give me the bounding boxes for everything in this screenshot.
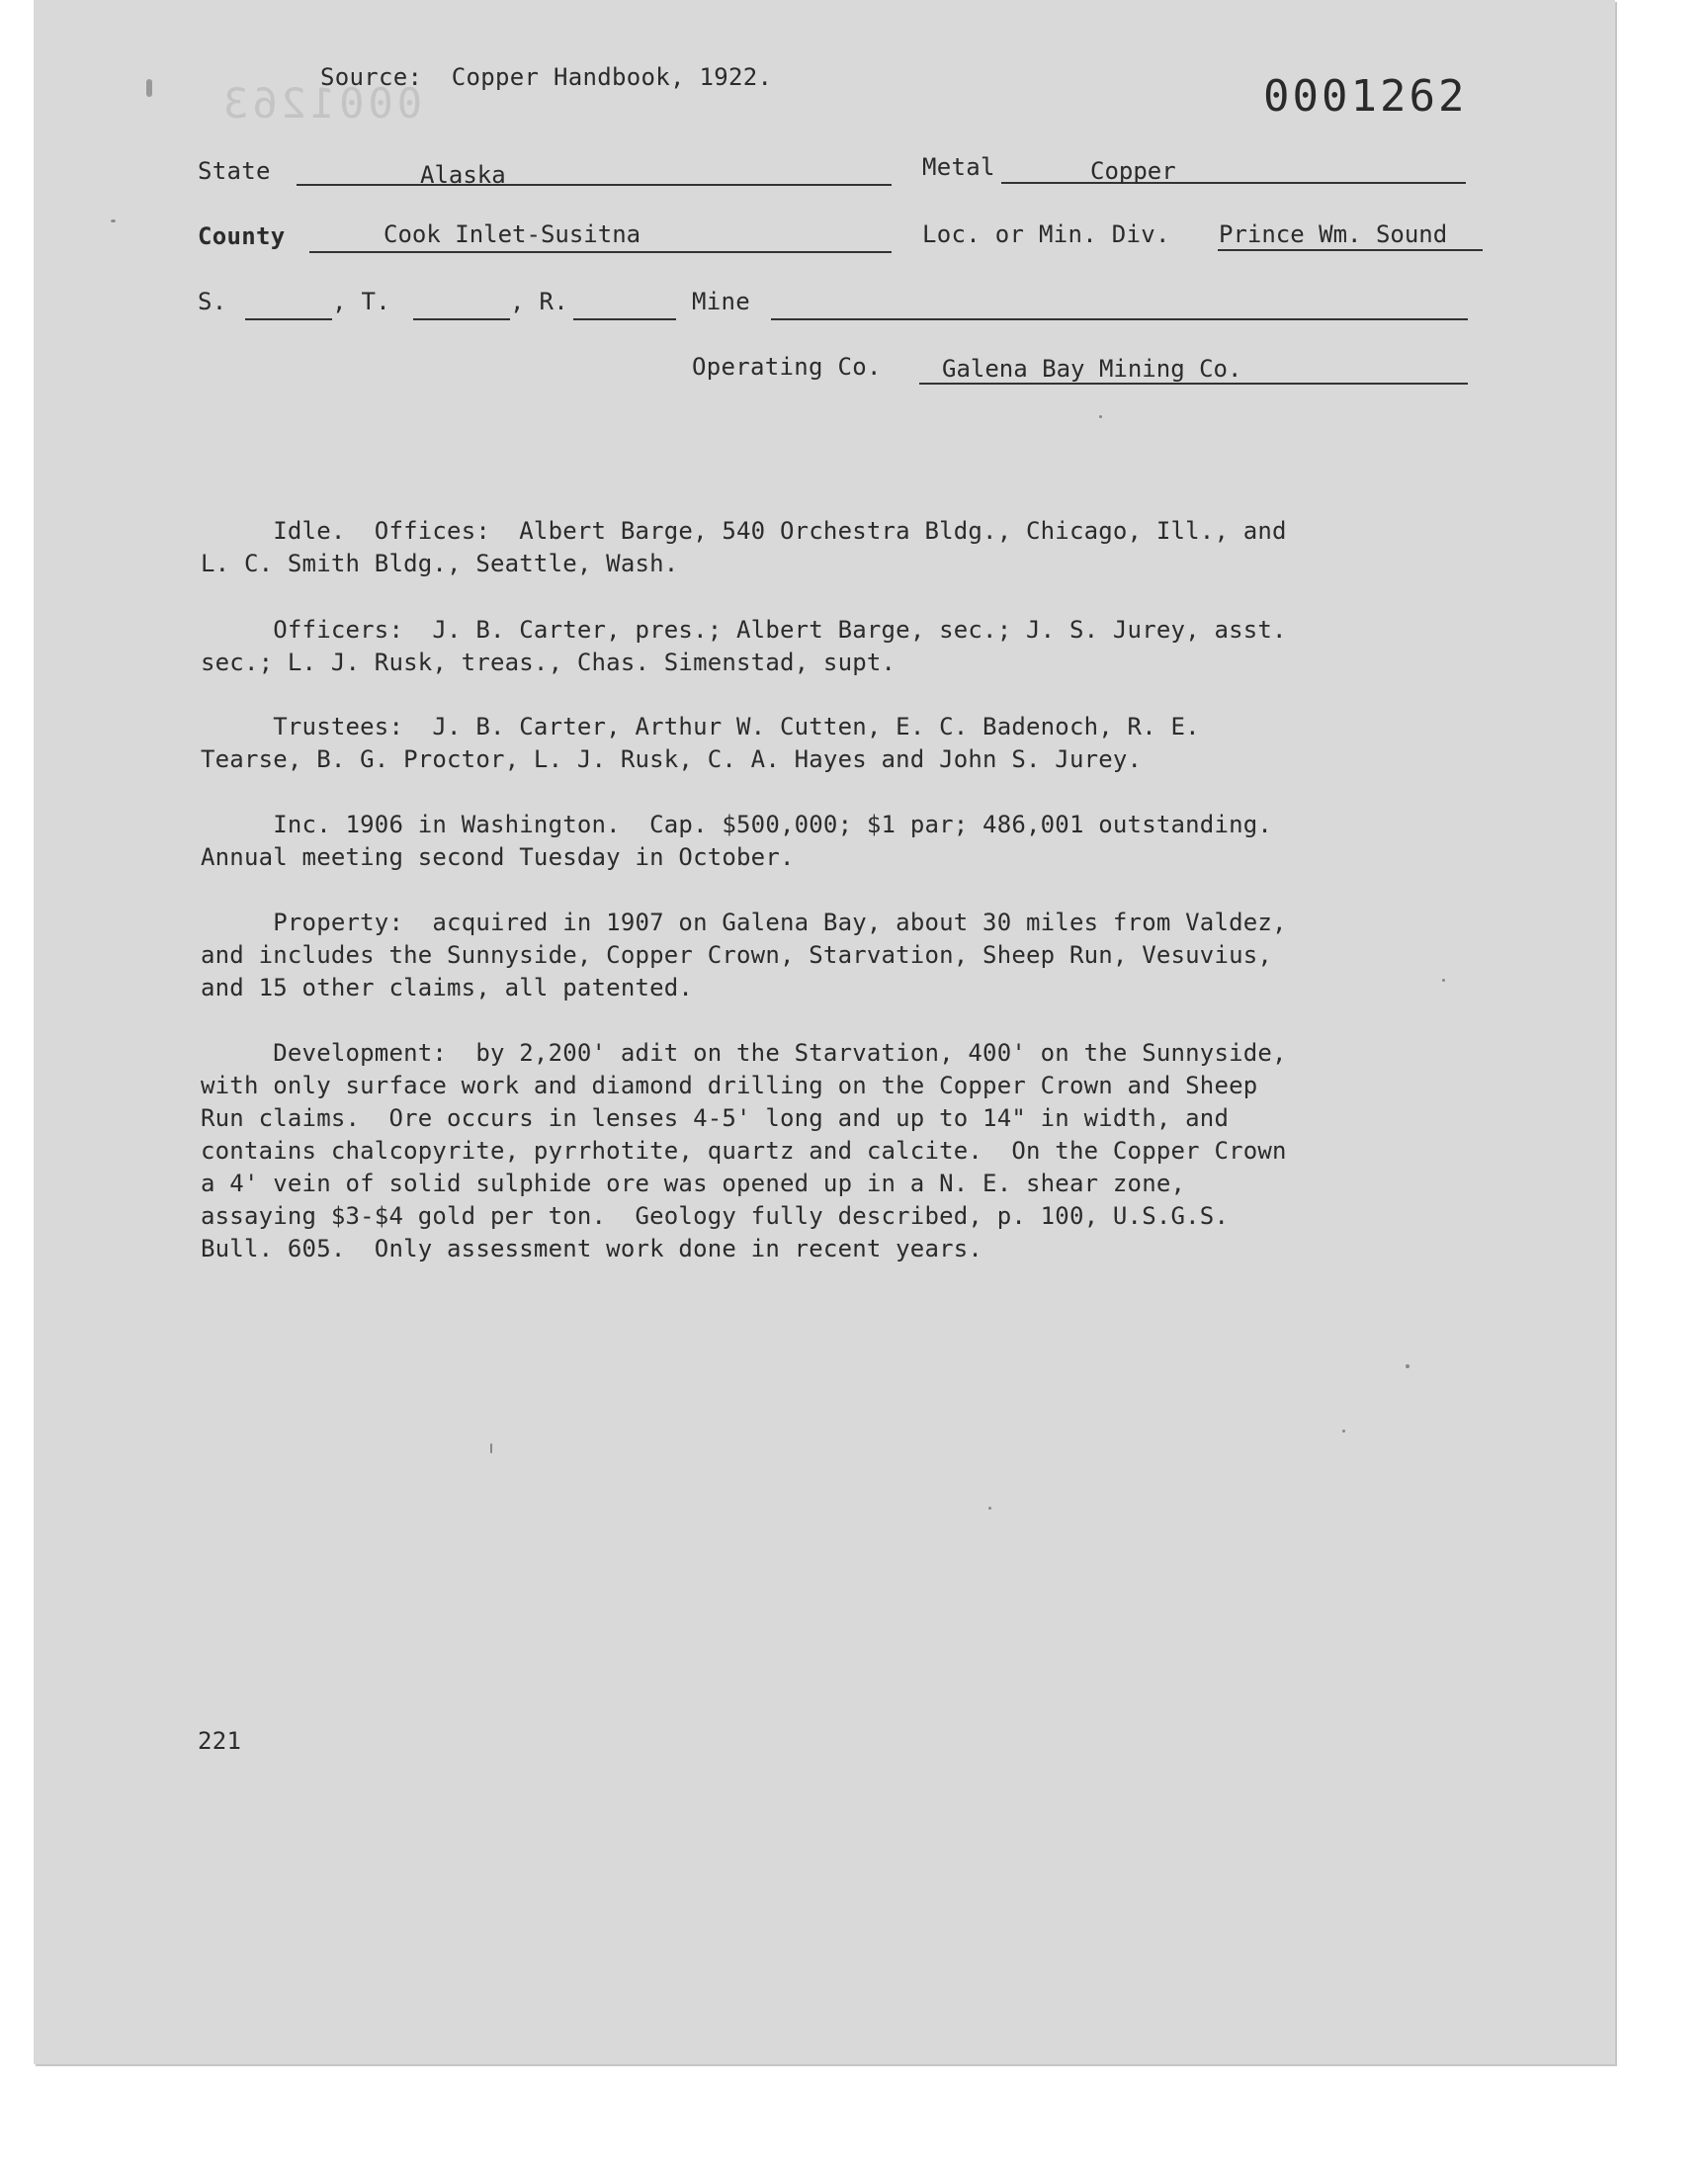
page-number: 221: [198, 1727, 242, 1755]
scan-speck: [1442, 979, 1445, 982]
paragraph-development: Development: by 2,200' adit on the Starvation, 400' on the Sunnyside, with only surface work and diamond drilling on the Copper Crown and Sheep Run claims. Ore occurs in lenses 4-5' long and up to 14" in width, and contains chalcopyrite, pyrrhotite, quartz and calcite. On the Copper Crown a 4' vein of solid sulphide ore was opened up in a N. E. shear zone, assaying $3-$4 gold per ton. Geology fully described, p. 100, U.S.G.S. Bull. 605. Only assessment work done in recent years.: [201, 1039, 1287, 1262]
scan-speck: [988, 1507, 991, 1510]
mine-underline: [771, 318, 1468, 320]
paragraph-trustees: Trustees: J. B. Carter, Arthur W. Cutten, E. C. Badenoch, R. E. Tearse, B. G. Proctor, L. J. Rusk, C. A. Hayes and John S. Jurey.: [201, 713, 1200, 773]
metal-label: Metal: [922, 153, 995, 181]
scan-speck: [1099, 415, 1102, 418]
range-label: , R.: [510, 288, 568, 315]
section-label: S.: [198, 288, 227, 315]
source-line: Source: Copper Handbook, 1922.: [320, 63, 773, 91]
township-underline: [413, 318, 510, 320]
state-value: Alaska: [420, 161, 506, 189]
loc-label: Loc. or Min. Div.: [922, 220, 1170, 248]
scan-speck: [1406, 1364, 1409, 1368]
paragraph-property: Property: acquired in 1907 on Galena Bay, about 30 miles from Valdez, and includes the Sunnyside, Copper Crown, Starvation, Sheep Run, Vesuvius, and 15 other claims, all patented.: [201, 909, 1287, 1001]
scan-speck: [111, 219, 116, 222]
bleed-through-number: 0001263: [219, 79, 423, 128]
county-underline: [309, 251, 892, 253]
loc-value: Prince Wm. Sound: [1219, 220, 1448, 248]
metal-underline: [1001, 182, 1466, 184]
operating-value: Galena Bay Mining Co.: [942, 355, 1242, 383]
county-label: County: [198, 222, 286, 250]
mine-label: Mine: [692, 288, 750, 315]
scan-speck: [490, 1443, 492, 1453]
scan-speck: [1342, 1430, 1345, 1433]
document-number: 0001262: [1263, 71, 1468, 122]
document-sheet: [34, 0, 1615, 2064]
state-label: State: [198, 157, 271, 185]
scan-speck: [146, 79, 152, 97]
loc-underline: [1218, 249, 1483, 251]
paragraph-incorporation: Inc. 1906 in Washington. Cap. $500,000; $1 par; 486,001 outstanding. Annual meeting second Tuesday in October.: [201, 811, 1273, 871]
operating-label: Operating Co.: [692, 353, 882, 381]
township-label: , T.: [332, 288, 390, 315]
range-underline: [573, 318, 676, 320]
paragraph-offices: Idle. Offices: Albert Barge, 540 Orchestra Bldg., Chicago, Ill., and L. C. Smith Bldg., Seattle, Wash.: [201, 517, 1287, 577]
section-underline: [245, 318, 332, 320]
metal-value: Copper: [1090, 157, 1176, 185]
operating-underline: [919, 383, 1468, 385]
county-value: Cook Inlet-Susitna: [384, 220, 641, 248]
state-underline: [297, 184, 892, 186]
paragraph-officers: Officers: J. B. Carter, pres.; Albert Barge, sec.; J. S. Jurey, asst. sec.; L. J. Rusk, treas., Chas. Simenstad, supt.: [201, 616, 1287, 676]
